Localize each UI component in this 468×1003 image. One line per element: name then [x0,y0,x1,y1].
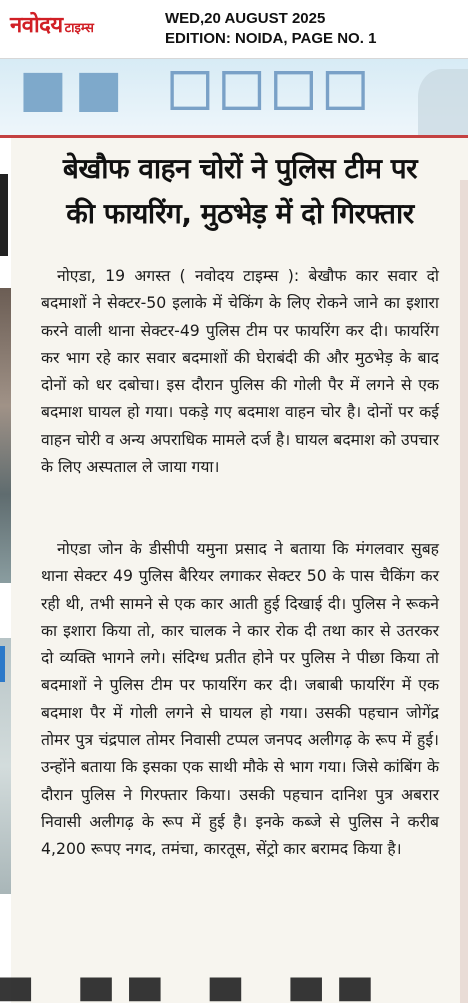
edition-date: WED,20 AUGUST 2025 [165,10,326,27]
logo-sub-text: टाइम्स [64,21,94,36]
headline-line-2: की फायरिंग, मुठभेड़ में दो गिरफ्तार [66,197,414,230]
adjacent-column-edge [460,180,468,1003]
dateline [165,9,376,49]
next-headline-fragment [0,975,468,1003]
adjacent-article-strip [0,138,11,1003]
logo-main-text: नवोदय [10,13,63,38]
banner-decoration-left: ◼◼ [18,59,130,123]
banner-decoration-right: ◻◻◻◻ [165,59,373,121]
page-header [0,0,468,59]
adjacent-headline-fragment [0,174,8,256]
adjacent-photo [0,288,11,583]
headline-line-1: बेखौफ वाहन चोरों ने पुलिस टीम पर [62,152,418,185]
masthead-banner-image [0,59,468,138]
next-headline-decoration: ▀ ▀▀ ▀ ▀▀ [0,979,389,1003]
article-paragraph-1: नोएडा, 19 अगस्त ( नवोदय टाइम्स ): बेखौफ कार सवार दो बदमाशों ने सेक्टर-50 इलाके में चेकिंग के लिए रोकने जाने का इशारा करने वाली थाना सेक्टर-49 पुलिस टीम पर फायरिंग कर दी। फायरिंग कर भाग रहे कार सवार बदमाशों की घेराबंदी की और मुठभेड़ के बाद दोनों को धर दबोचा। इस दौरान पुलिस की गोली पैर में लगने से एक बदमाश घायल हो गया। पकड़े गए बदमाश वाहन चोर है। दोनों पर कई वाहन चोरी व अन्य अपराधिक मामले दर्ज है। घायल बदमाश को उपचार के लिए अस्पताल ले जाया गया। [41,266,439,477]
banner-decoration-shape [418,69,468,138]
adjacent-accent-bar [0,646,5,682]
newspaper-logo[interactable] [10,10,94,38]
article-headline [30,146,450,236]
edition-page: EDITION: NOIDA, PAGE NO. 1 [165,30,377,47]
article-paragraph-2: नोएडा जोन के डीसीपी यमुना प्रसाद ने बताया कि मंगलवार सुबह थाना सेक्टर 49 पुलिस बैरियर लगाकर सेक्टर 50 के पास चैकिंग कर रही थी, तभी सामने से एक कार आती हुई दिखाई दी। पुलिस ने रूकने का इशारा किया तो, कार चालक ने कार रोक दी तथा कार से उतरकर दो व्यक्ति भागने लगे। संदिग्ध प्रतीत होने पर पुलिस ने पीछा किया तो बदमाशों ने पुलिस टीम पर फायरिंग कर दी। जबाबी फायरिंग में एक बदमाश पैर में गोली लगने से घायल हो गया। उसकी पहचान जोगेंद्र तोमर पुत्र चंद्रपाल तोमर निवासी टप्पल जनपद अलीगढ़ के रूप में हुई। उन्होंने बताया कि इसका एक साथी मौके से भाग गया। जिसे कांबिंग के दौरान पुलिस ने गिरफ्तार किया। उसकी पहचान दानिश पुत्र अबरार निवासी अलीगढ़ के रूप में हुई है। इनके कब्जे से पुलिस ने करीब 4,200 रूपए नगद, तमंचा, कारतूस, सेंट्रो कार बरामद किया है। [41,539,439,859]
